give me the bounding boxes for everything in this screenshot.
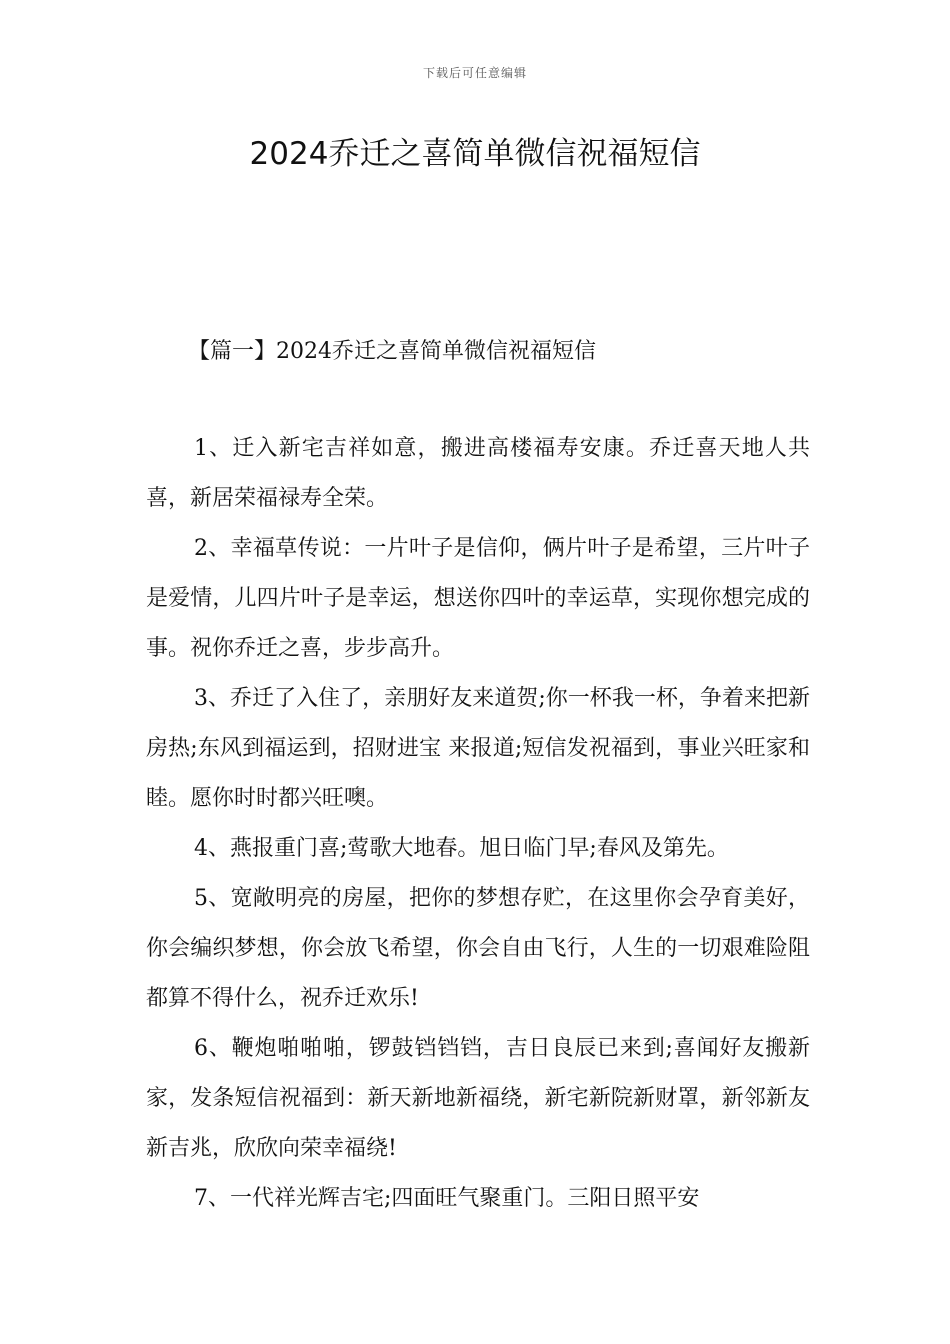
paragraph-4: 4、燕报重门喜;莺歌大地春。旭日临门早;春风及第先。 [194, 836, 729, 861]
section-heading: 【篇一】2024乔迁之喜简单微信祝福短信 [188, 339, 596, 364]
paragraph-5: 5、宽敞明亮的房屋，把你的梦想存贮，在这里你会孕育美好，你会编织梦想，你会放飞希望，你会自由飞行，人生的一切艰难险阻都算不得什么，祝乔迁欢乐! [146, 886, 810, 1011]
document-title: 2024乔迁之喜简单微信祝福短信 [249, 136, 701, 172]
paragraph-6: 6、鞭炮啪啪啪，锣鼓铛铛铛，吉日良辰已来到;喜闻好友搬新家，发条短信祝福到：新天新地新福绕，新宅新院新财罩，新邻新友新吉兆，欣欣向荣幸福绕! [146, 1036, 810, 1161]
document-body [146, 424, 810, 1224]
paragraph-3: 3、乔迁了入住了，亲朋好友来道贺;你一杯我一杯，争着来把新房热;东风到福运到，招财进宝 来报道;短信发祝福到，事业兴旺家和睦。愿你时时都兴旺噢。 [146, 686, 810, 811]
paragraph-7: 7、一代祥光辉吉宅;四面旺气聚重门。三阳日照平安 [194, 1186, 700, 1211]
paragraph-2: 2、幸福草传说：一片叶子是信仰，俩片叶子是希望，三片叶子是爱情，儿四片叶子是幸运，想送你四叶的幸运草，实现你想完成的事。祝你乔迁之喜，步步高升。 [146, 536, 810, 661]
header-note: 下载后可任意编辑 [422, 66, 527, 80]
paragraph-1: 1、迁入新宅吉祥如意，搬进高楼福寿安康。乔迁喜天地人共喜，新居荣福禄寿全荣。 [146, 436, 810, 511]
